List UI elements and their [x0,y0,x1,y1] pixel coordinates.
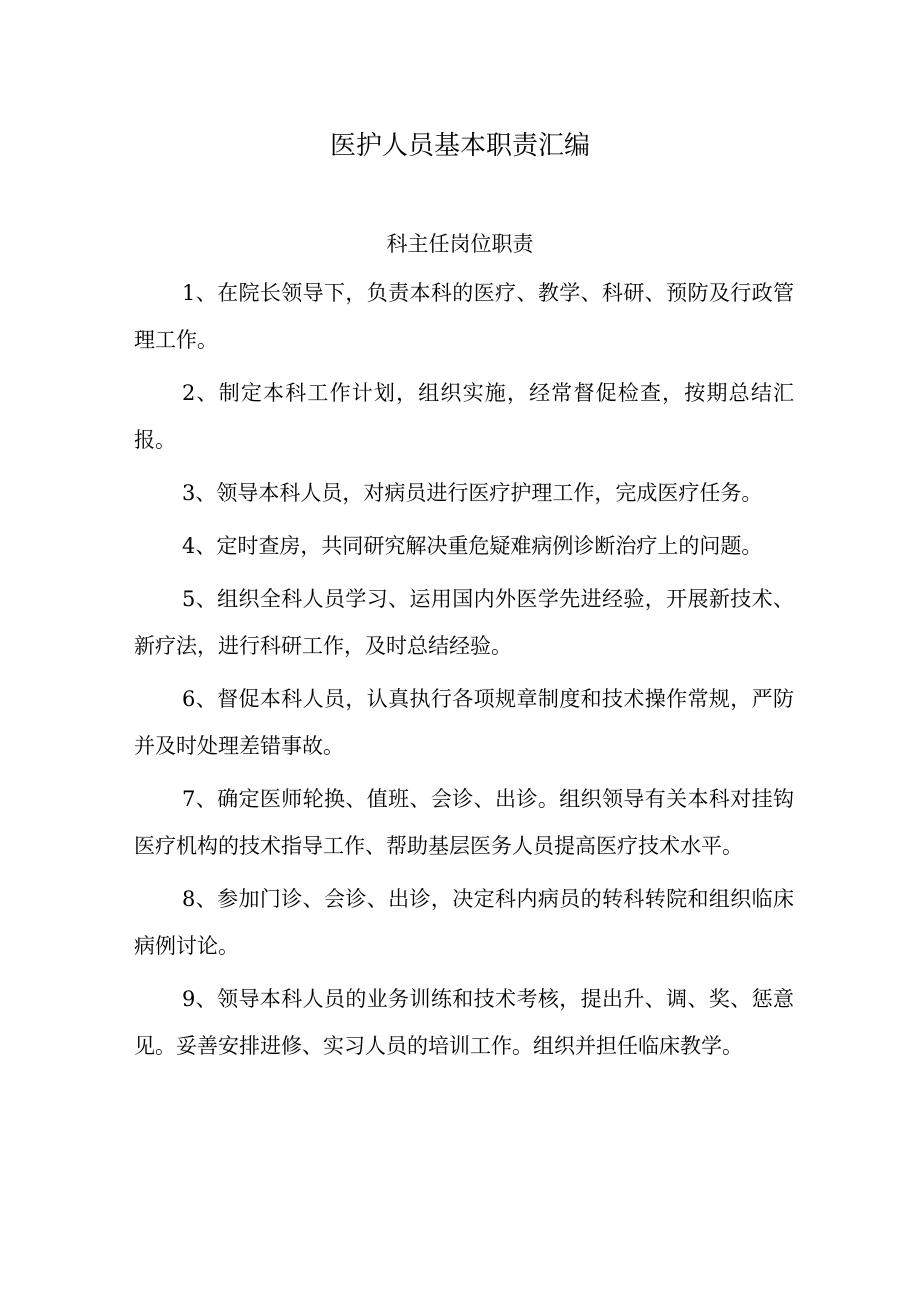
paragraph-5: 5、组织全科人员学习、运用国内外医学先进经验，开展新技术、新疗法，进行科研工作，及时总结经验。 [134,587,794,658]
document-body [134,270,794,1076]
paragraph-8: 8、参加门诊、会诊、出诊，决定科内病员的转科转院和组织临床病例讨论。 [134,887,794,958]
paragraph-2: 2、制定本科工作计划，组织实施，经常督促检查，按期总结汇报。 [134,381,794,452]
document-title: 医护人员基本职责汇编 [329,131,590,161]
paragraph-9: 9、领导本科人员的业务训练和技术考核，提出升、调、奖、惩意见。妥善安排进修、实习人员的培训工作。组织并担任临床教学。 [134,987,794,1058]
section-heading: 科主任岗位职责 [386,232,534,256]
paragraph-1: 1、在院长领导下，负责本科的医疗、教学、科研、预防及行政管理工作。 [134,281,794,352]
paragraph-4: 4、定时查房，共同研究解决重危疑难病例诊断治疗上的问题。 [182,534,763,558]
paragraph-7: 7、确定医师轮换、值班、会诊、出诊。组织领导有关本科对挂钩医疗机构的技术指导工作、帮助基层医务人员提高医疗技术水平。 [134,787,794,858]
paragraph-3: 3、领导本科人员，对病员进行医疗护理工作，完成医疗任务。 [182,481,763,505]
paragraph-6: 6、督促本科人员，认真执行各项规章制度和技术操作常规，严防并及时处理差错事故。 [134,687,794,758]
